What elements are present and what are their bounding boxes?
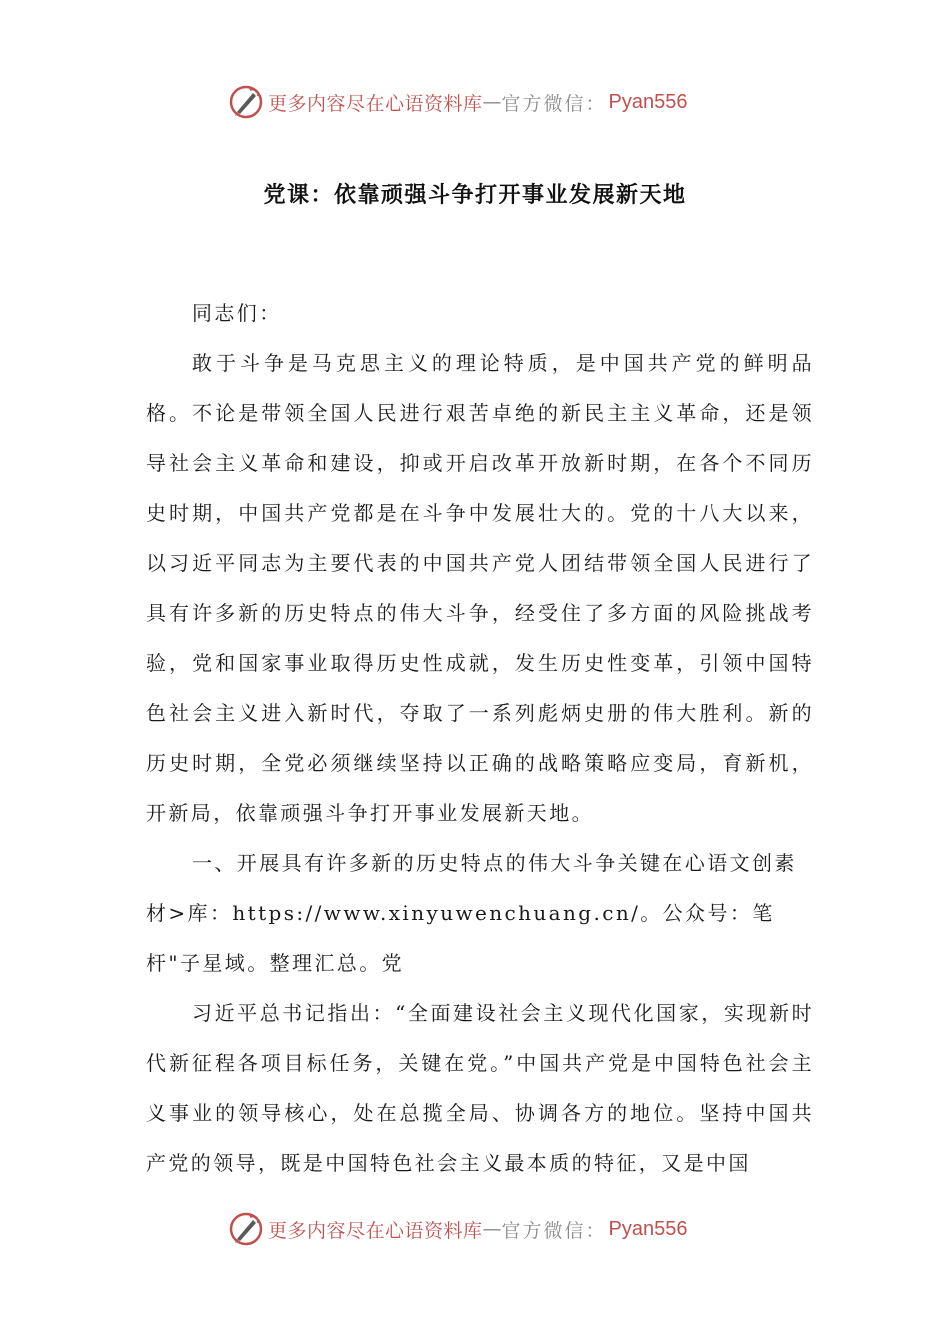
pen-logo-icon — [228, 1211, 264, 1247]
document-title: 党课：依靠顽强斗争打开事业发展新天地 — [263, 182, 687, 208]
section-heading-paragraph: 一、开展具有许多新的历史特点的伟大斗争关键在心语文创素材>库：https://www.xinyuwenchuang.cn/。公众号：笔杆"子星域。整理汇总。党 — [146, 851, 797, 975]
salutation: 同志们： — [192, 301, 282, 325]
banner-wechat-label: 官方微信： — [501, 92, 607, 115]
pen-logo-icon — [228, 84, 264, 120]
banner-separator: — — [482, 1218, 502, 1240]
paragraph: 习近平总书记指出：“全面建设社会主义现代化国家，实现新时代新征程各项目标任务，关键在党。”中国共产党是中国特色社会主义事业的领导核心，处在总揽全局、协调各方的地位。坚持中国共产党的领导，既是中国特色社会主义最本质的特征，又是中国 — [146, 1001, 814, 1175]
banner-promo-text: 更多内容尽在心语资料库 — [268, 1219, 483, 1242]
banner-wechat-label: 官方微信： — [501, 1219, 607, 1242]
footer-banner — [228, 1209, 688, 1249]
banner-promo-text: 更多内容尽在心语资料库 — [268, 92, 483, 115]
banner-wechat-account: Pyan556 — [608, 90, 688, 113]
banner-separator: — — [482, 91, 502, 113]
header-banner — [228, 82, 688, 122]
banner-wechat-account: Pyan556 — [608, 1217, 688, 1240]
paragraph: 敢于斗争是马克思主义的理论特质，是中国共产党的鲜明品格。不论是带领全国人民进行艰苦卓绝的新民主主义革命，还是领导社会主义革命和建设，抑或开启改革开放新时期，在各个不同历史时期，中国共产党都是在斗争中发展壮大的。党的十八大以来，以习近平同志为主要代表的中国共产党人团结带领全国人民进行了具有许多新的历史特点的伟大斗争，经受住了多方面的风险挑战考验，党和国家事业取得历史性成就，发生历史性变革，引领中国特色社会主义进入新时代，夺取了一系列彪炳史册的伟大胜利。新的历史时期，全党必须继续坚持以正确的战略策略应变局，育新机，开新局，依靠顽强斗争打开事业发展新天地。 — [146, 351, 814, 825]
document-body — [146, 288, 814, 1188]
